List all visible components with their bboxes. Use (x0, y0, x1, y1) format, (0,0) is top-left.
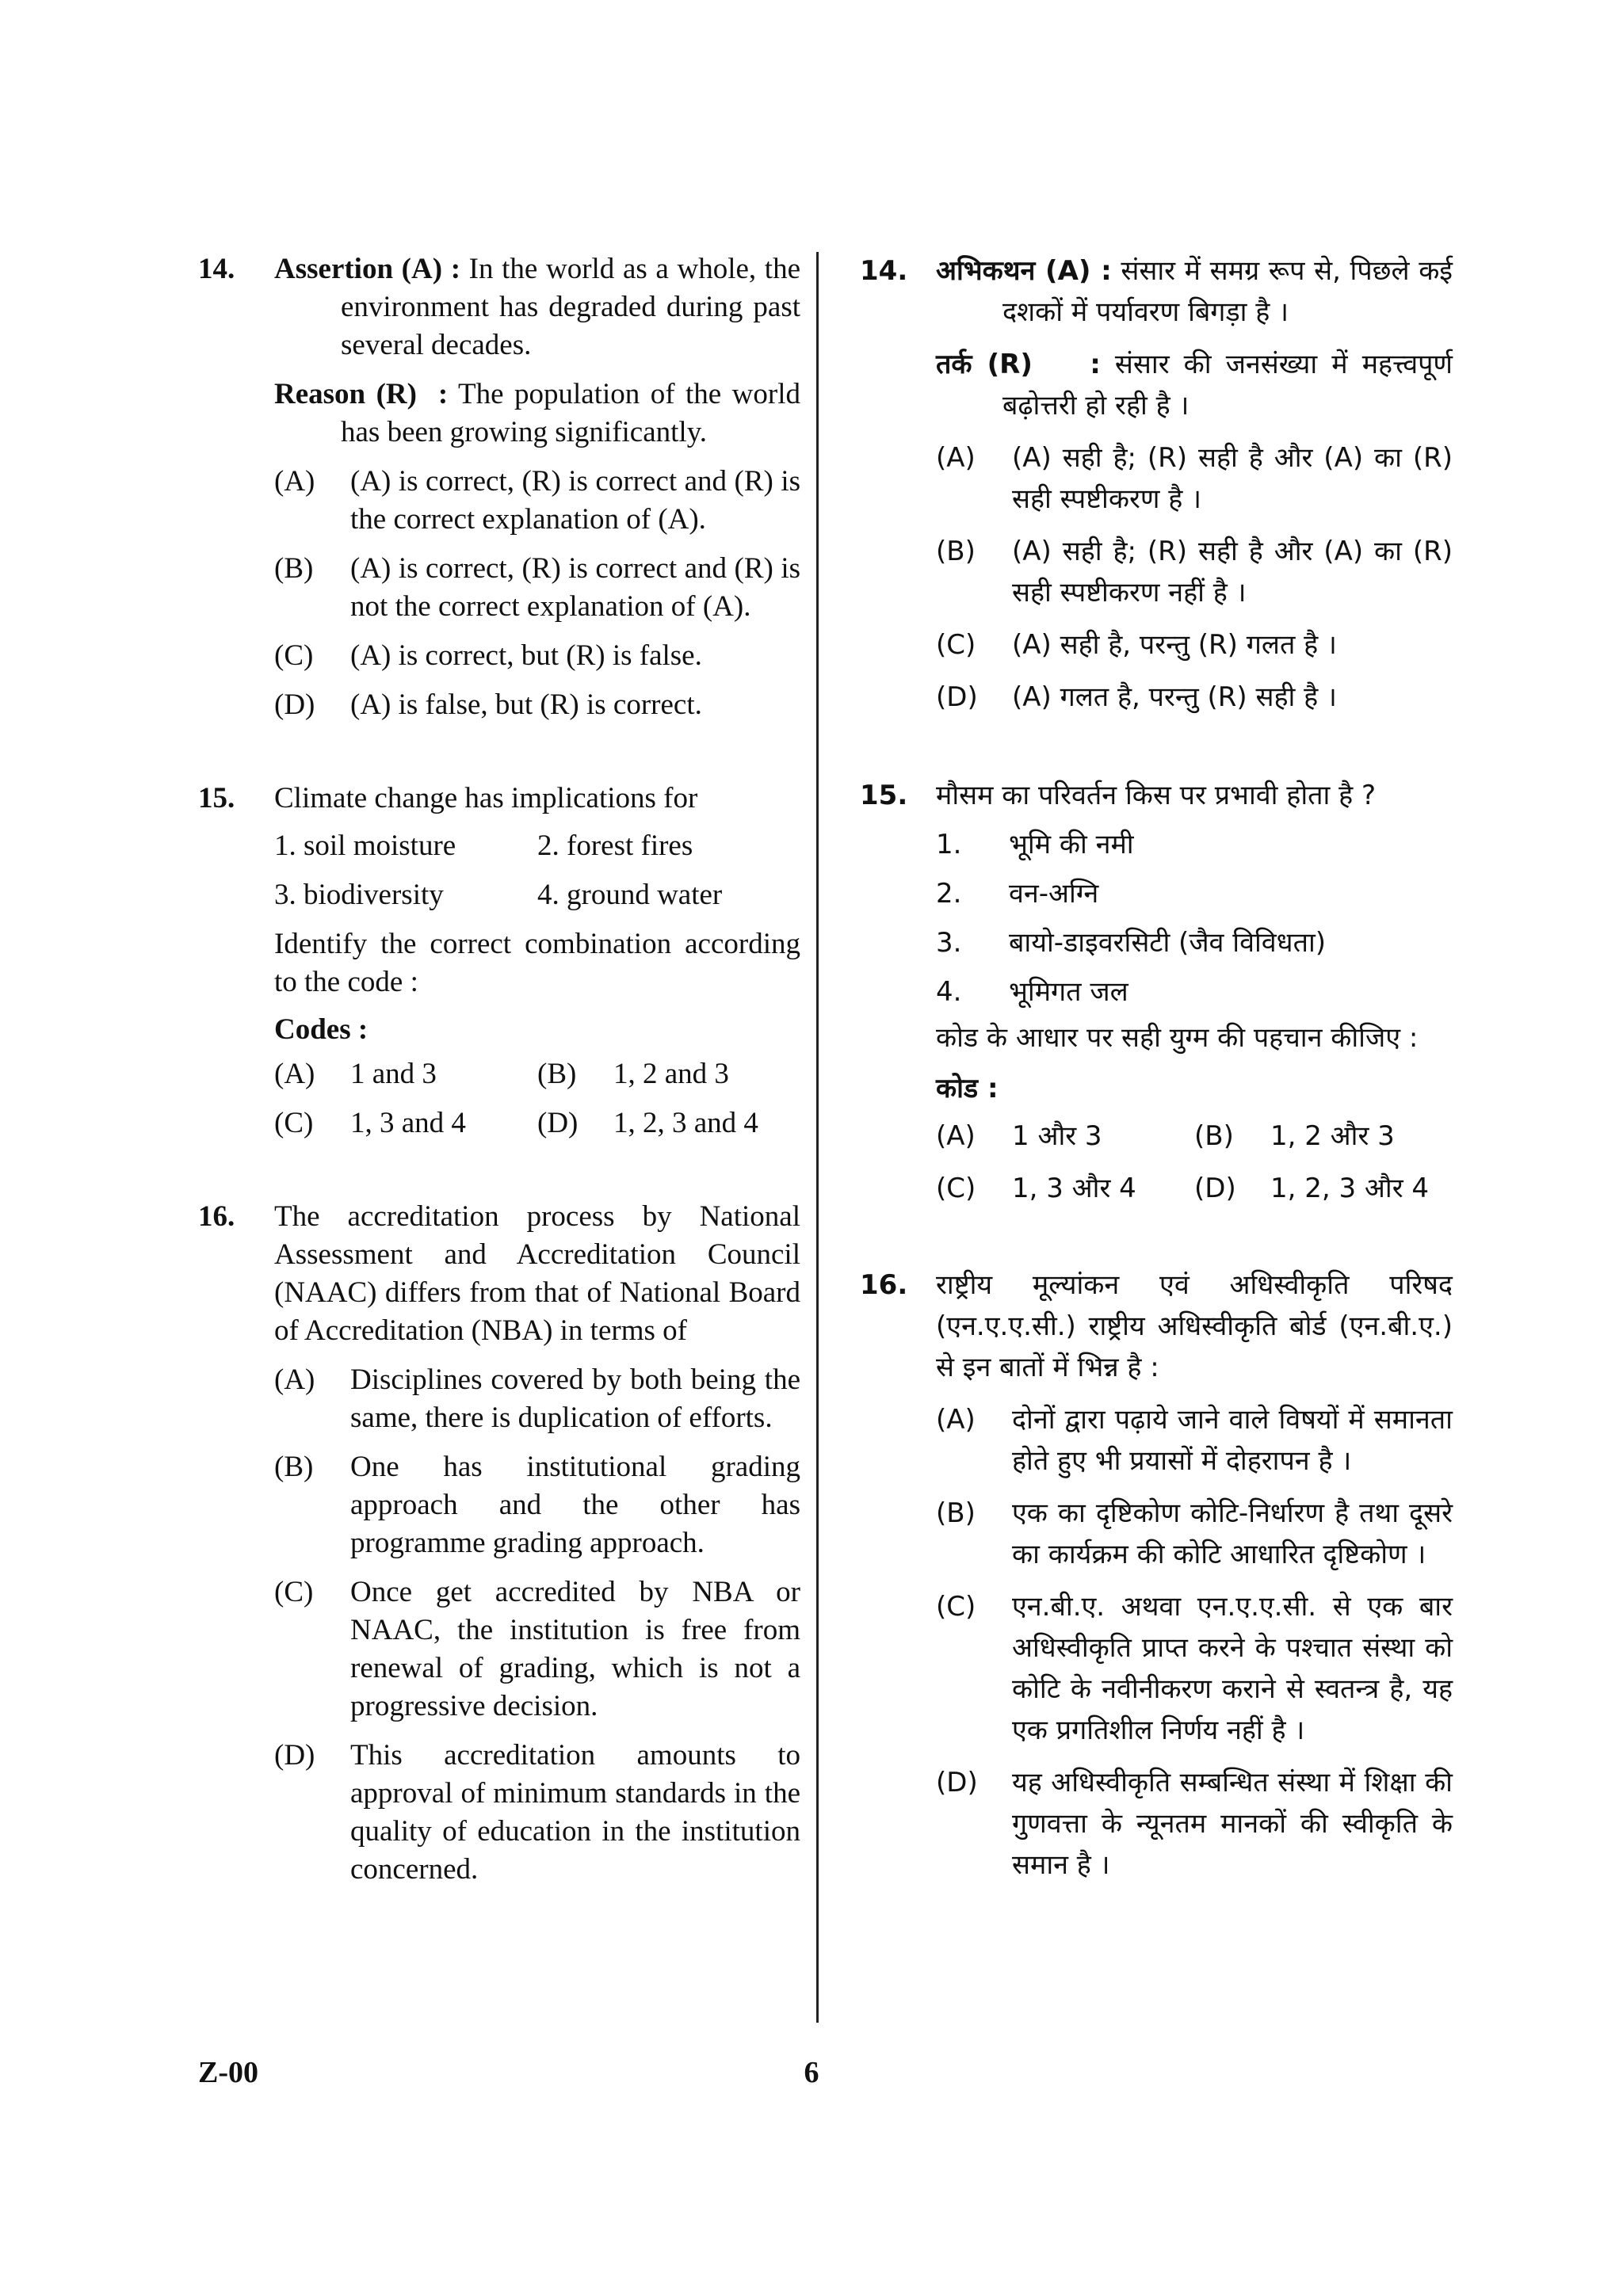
option-text: (A) is correct, but (R) is false. (350, 639, 702, 672)
option-text: 1, 2 and 3 (613, 1058, 729, 1090)
option-text: 1, 2, 3 and 4 (613, 1107, 758, 1139)
option-label: (B) (274, 552, 314, 585)
option-label: (B) (936, 536, 976, 567)
option-text: (A) is false, but (R) is correct. (350, 688, 702, 721)
option-label: (A) (936, 442, 976, 474)
option-a[interactable] (274, 1361, 800, 1437)
option-a[interactable] (936, 1399, 1453, 1482)
reason-label: Reason (R) (274, 378, 417, 410)
option-label: (B) (1194, 1120, 1234, 1152)
option-label: (C) (274, 1107, 314, 1139)
option-d[interactable] (936, 677, 1453, 718)
code-option-c[interactable] (936, 1168, 1194, 1209)
option-c[interactable] (274, 637, 800, 675)
option-text: (A) सही है; (R) सही है और (A) का (R) सही स्पष्टीकरण नहीं है । (1012, 536, 1453, 608)
option-c[interactable] (274, 1573, 800, 1726)
reason-text: संसार की जनसंख्या में महत्त्वपूर्ण बढ़ोत्तरी हो रही है । (1002, 349, 1453, 421)
option-text: (A) is correct, (R) is correct and (R) is not the correct explanation of (A). (350, 552, 800, 623)
assertion (936, 250, 1453, 333)
reason-text: The population of the world has been growing significantly. (341, 378, 800, 448)
list-item: 3. biodiversity (274, 879, 444, 911)
question-14-en (198, 250, 800, 724)
item-text: भूमिगत जल (1009, 976, 1128, 1008)
code-option-b[interactable] (537, 1055, 800, 1093)
item-number: 3. (936, 927, 962, 959)
item-list (274, 827, 800, 925)
reason-label: तर्क (R) (936, 349, 1033, 380)
option-text: 1 और 3 (1012, 1120, 1102, 1152)
option-text: Disciplines covered by both being the same, there is duplication of efforts. (350, 1363, 800, 1434)
codes-label: Codes : (274, 1013, 369, 1046)
option-text: (A) is correct, (R) is correct and (R) is the correct explanation of (A). (350, 465, 800, 536)
option-a[interactable] (936, 437, 1453, 520)
option-label: (A) (274, 1058, 315, 1090)
reason-colon: : (437, 378, 449, 410)
option-text: 1 and 3 (350, 1058, 437, 1090)
list-item (936, 971, 1453, 1013)
question-16-hi (860, 1264, 1453, 1886)
question-number: 14. (860, 255, 908, 287)
question-number: 14. (198, 253, 235, 285)
item-text: भूमि की नमी (1009, 829, 1134, 860)
option-text: (A) गलत है, परन्तु (R) सही है । (1012, 681, 1337, 713)
question-number: 15. (860, 780, 908, 811)
option-label: (C) (936, 1591, 976, 1623)
reason (274, 376, 800, 452)
option-label: (C) (274, 639, 314, 672)
reason (936, 344, 1453, 426)
assertion (274, 250, 800, 364)
assertion-text: In the world as a whole, the environment has degraded during past several decades. (341, 253, 800, 361)
option-label: (C) (936, 1173, 976, 1204)
option-label: (D) (936, 681, 978, 713)
option-text: 1, 2 और 3 (1270, 1120, 1395, 1152)
option-label: (A) (274, 465, 315, 498)
option-text: 1, 3 और 4 (1012, 1173, 1136, 1204)
option-label: (D) (537, 1107, 579, 1139)
question-number: 16. (860, 1269, 908, 1301)
codes-label: कोड : (936, 1073, 999, 1104)
question-stem: राष्ट्रीय मूल्यांकन एवं अधिस्वीकृति परिषद (एन.ए.ए.सी.) राष्ट्रीय अधिस्वीकृति बोर्ड (एन.बी.ए.) से इन बातों में भिन्न है : (936, 1269, 1453, 1383)
option-b[interactable] (936, 1493, 1453, 1575)
option-text: 1, 3 and 4 (350, 1107, 466, 1139)
question-14-hi (860, 250, 1453, 718)
list-item (936, 922, 1453, 963)
option-label: (D) (274, 1739, 315, 1772)
question-stem: मौसम का परिवर्तन किस पर प्रभावी होता है ? (936, 780, 1377, 811)
list-item: 4. ground water (537, 879, 723, 911)
hindi-column (860, 250, 1453, 1941)
item-text: बायो-डाइवरसिटी (जैव विविधता) (1009, 927, 1327, 959)
assertion-label: Assertion (A) : (274, 253, 461, 285)
page-number: 6 (804, 2056, 819, 2089)
option-label: (A) (274, 1363, 315, 1396)
assertion-label: अभिकथन (A) : (936, 255, 1112, 287)
code-option-a[interactable] (936, 1116, 1194, 1157)
list-item: 2. forest fires (537, 830, 693, 862)
option-label: (D) (1194, 1173, 1236, 1204)
option-text: एन.बी.ए. अथवा एन.ए.ए.सी. से एक बार अधिस्वीकृति प्राप्त करने के पश्चात संस्था को कोटि के नवीनीकरण कराने से स्वतन्त्र है, यह एक प्रगतिशील निर्णय नहीं है । (1012, 1591, 1453, 1746)
option-text: यह अधिस्वीकृति सम्बन्धित संस्था में शिक्षा की गुणवत्ता के न्यूनतम मानकों की स्वीकृति के समान है । (1012, 1767, 1453, 1881)
column-divider (816, 252, 819, 2023)
code-option-c[interactable] (274, 1104, 537, 1142)
instruction: Identify the correct combination according to the code : (274, 928, 800, 998)
option-label: (A) (936, 1120, 976, 1152)
question-number: 15. (198, 782, 235, 814)
paper-code: Z-00 (198, 2056, 258, 2089)
option-label: (B) (537, 1058, 577, 1090)
question-15-en (198, 780, 800, 1142)
option-b[interactable] (274, 1448, 800, 1562)
code-option-d[interactable] (537, 1104, 800, 1142)
option-d[interactable] (274, 1737, 800, 1889)
option-text: दोनों द्वारा पढ़ाये जाने वाले विषयों में समानता होते हुए भी प्रयासों में दोहरापन है । (1012, 1404, 1453, 1477)
option-text: One has institutional grading approach and the other has programme grading approach. (350, 1451, 800, 1559)
option-b[interactable] (936, 531, 1453, 613)
list-item (936, 824, 1453, 865)
item-text: वन-अग्नि (1009, 878, 1099, 910)
option-label: (B) (936, 1497, 976, 1529)
item-number: 1. (936, 829, 962, 860)
code-options (936, 1116, 1453, 1209)
option-label: (C) (936, 629, 976, 661)
option-text: (A) सही है; (R) सही है और (A) का (R) सही स्पष्टीकरण है । (1012, 442, 1453, 515)
question-16-en (198, 1198, 800, 1889)
option-text: Once get accredited by NBA or NAAC, the institution is free from renewal of grading, which is not a progressive decision. (350, 1576, 800, 1722)
item-number: 4. (936, 976, 962, 1008)
list-item (936, 873, 1453, 914)
option-text: This accreditation amounts to approval of minimum standards in the quality of education in the institution concerned. (350, 1739, 800, 1886)
english-column (198, 250, 800, 1944)
question-15-hi (860, 775, 1453, 1209)
question-stem: The accreditation process by National Assessment and Accreditation Council (NAAC) differs from that of National Board of Accreditation (NBA) in terms of (274, 1200, 800, 1347)
option-c[interactable] (936, 1586, 1453, 1751)
item-number: 2. (936, 878, 962, 910)
option-c[interactable] (936, 624, 1453, 666)
option-label: (B) (274, 1451, 314, 1483)
option-text: (A) सही है, परन्तु (R) गलत है । (1012, 629, 1337, 661)
option-d[interactable] (274, 686, 800, 724)
option-d[interactable] (936, 1762, 1453, 1886)
code-options (274, 1055, 800, 1142)
question-number: 16. (198, 1200, 235, 1233)
code-option-d[interactable] (1194, 1168, 1453, 1209)
list-item: 1. soil moisture (274, 830, 456, 862)
reason-colon: : (1090, 349, 1101, 380)
assertion-text: संसार में समग्र रूप से, पिछले कई दशकों में पर्यावरण बिगड़ा है । (1002, 255, 1453, 328)
option-label: (D) (936, 1767, 978, 1798)
code-option-a[interactable] (274, 1055, 537, 1093)
code-option-b[interactable] (1194, 1116, 1453, 1157)
option-a[interactable] (274, 463, 800, 539)
option-label: (C) (274, 1576, 314, 1608)
option-label: (A) (936, 1404, 976, 1436)
option-b[interactable] (274, 550, 800, 626)
question-stem: Climate change has implications for (274, 782, 698, 814)
instruction: कोड के आधार पर सही युग्म की पहचान कीजिए : (936, 1022, 1419, 1054)
option-label: (D) (274, 688, 315, 721)
option-text: एक का दृष्टिकोण कोटि-निर्धारण है तथा दूसरे का कार्यक्रम की कोटि आधारित दृष्टिकोण । (1012, 1497, 1453, 1570)
option-text: 1, 2, 3 और 4 (1270, 1173, 1430, 1204)
